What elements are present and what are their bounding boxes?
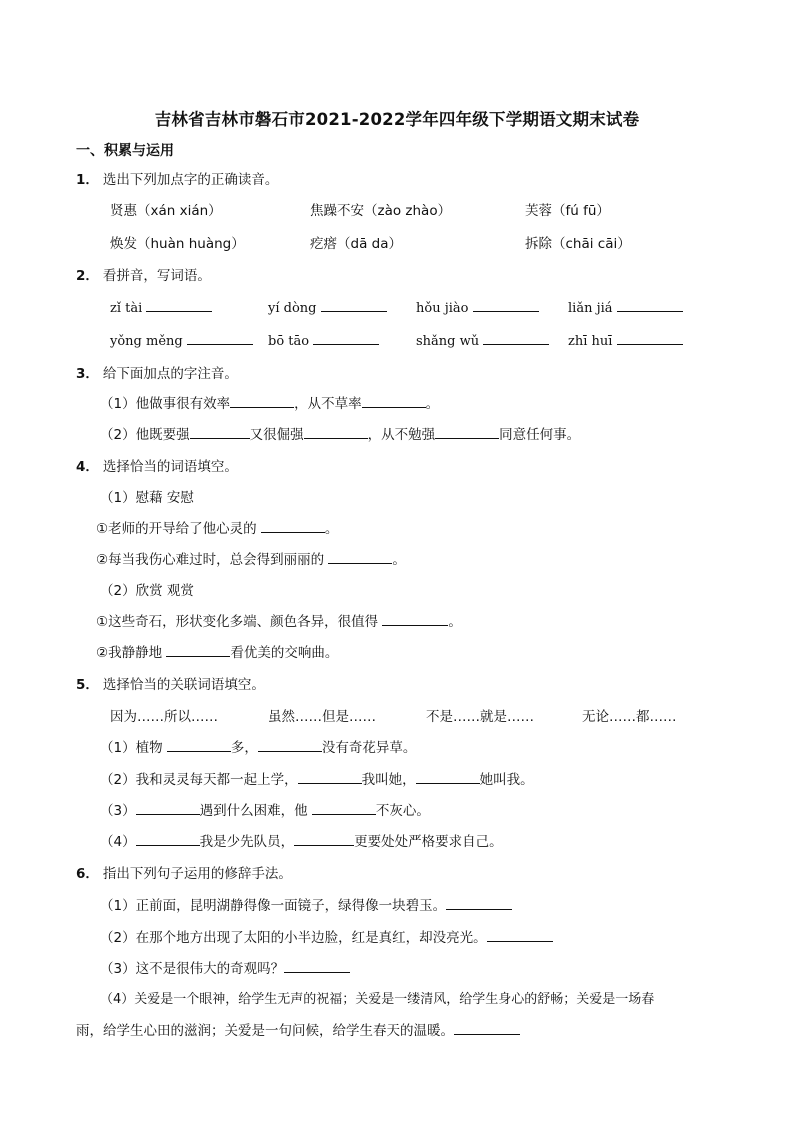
- question-6: [76, 862, 292, 882]
- question-5: [76, 673, 265, 693]
- answer-blank[interactable]: [382, 611, 448, 626]
- answer-blank[interactable]: [446, 895, 512, 910]
- conjunction-option: 不是……就是……: [426, 709, 534, 725]
- answer-blank[interactable]: [261, 518, 325, 533]
- pinyin-item: bō tāo: [268, 330, 379, 349]
- conjunction-option: 无论……都……: [582, 709, 677, 725]
- q4-group-1: （1）慰藉 安慰: [100, 490, 194, 506]
- answer-blank[interactable]: [167, 737, 231, 752]
- q5-line-1: （1）植物 多， 没有奇花异草。: [100, 736, 416, 756]
- question-number: 3．: [76, 366, 99, 382]
- pinyin-item: liǎn jiá: [568, 297, 683, 316]
- answer-blank[interactable]: [328, 549, 392, 564]
- q6-line-4b: 雨，给学生心田的滋润；关爱是一句问候，给学生春天的温暖。: [76, 1019, 520, 1039]
- q1-item: 贤惠（xán xián）: [110, 203, 222, 219]
- q5-line-3: （3） 遇到什么困难，他 不灰心。: [100, 799, 430, 819]
- answer-blank[interactable]: [294, 831, 354, 846]
- q6-line-3: （3）这不是很伟大的奇观吗？: [100, 957, 350, 977]
- q4-g2-item-1: ①这些奇石，形状变化多端、颜色各异，很值得 。: [96, 610, 462, 630]
- q1-item: 焦躁不安（zào zhào）: [310, 203, 452, 219]
- q5-line-4: （4） 我是少先队员， 更要处处严格要求自己。: [100, 830, 503, 850]
- q6-line-2: （2）在那个地方出现了太阳的小半边脸，红是真红，却没亮光。: [100, 926, 553, 946]
- question-number: 5．: [76, 677, 99, 693]
- answer-blank[interactable]: [617, 330, 683, 345]
- q3-line-2: （2）他既要强 又很倔强 ，从不勉强 同意任何事。: [100, 423, 580, 443]
- answer-blank[interactable]: [284, 958, 350, 973]
- answer-blank[interactable]: [187, 330, 253, 345]
- conjunction-option: 虽然……但是……: [268, 709, 376, 725]
- q1-item: 焕发（huàn huàng）: [110, 236, 245, 252]
- answer-blank[interactable]: [230, 393, 294, 408]
- conjunction-option: 因为……所以……: [110, 709, 218, 725]
- answer-blank[interactable]: [454, 1020, 520, 1035]
- answer-blank[interactable]: [166, 642, 230, 657]
- question-text: 给下面加点的字注音。: [102, 366, 238, 382]
- section-heading: 一、积累与运用: [76, 143, 174, 159]
- answer-blank[interactable]: [321, 297, 387, 312]
- answer-blank[interactable]: [435, 424, 499, 439]
- question-1: [76, 168, 278, 188]
- q1-item: 拆除（chāi cāi）: [525, 236, 631, 252]
- pinyin-item: yí dòng: [268, 297, 387, 316]
- question-number: 6．: [76, 866, 99, 882]
- q6-line-1: （1）正前面，昆明湖静得像一面镜子，绿得像一块碧玉。: [100, 894, 512, 914]
- question-3: [76, 362, 238, 382]
- question-number: 4．: [76, 459, 99, 475]
- q4-group-2: （2）欣赏 观赏: [100, 583, 194, 599]
- question-text: 看拼音，写词语。: [102, 268, 211, 284]
- pinyin-item: yǒng měng: [110, 330, 253, 349]
- question-2: [76, 264, 211, 284]
- q5-line-2: （2）我和灵灵每天都一起上学， 我叫她， 她叫我。: [100, 768, 534, 788]
- answer-blank[interactable]: [473, 297, 539, 312]
- answer-blank[interactable]: [136, 800, 200, 815]
- question-text: 选择恰当的关联词语填空。: [102, 677, 265, 693]
- question-text: 指出下列句子运用的修辞手法。: [102, 866, 292, 882]
- question-number: 2．: [76, 268, 99, 284]
- answer-blank[interactable]: [313, 330, 379, 345]
- answer-blank[interactable]: [617, 297, 683, 312]
- answer-blank[interactable]: [190, 424, 250, 439]
- answer-blank[interactable]: [136, 831, 200, 846]
- q6-line-4a: （4）关爱是一个眼神，给学生无声的祝福；关爱是一缕清风，给学生身心的舒畅；关爱是一场春: [100, 992, 655, 1007]
- q4-g1-item-2: ②每当我伤心难过时，总会得到丽丽的 。: [96, 548, 406, 568]
- pinyin-item: zǐ tài: [110, 297, 212, 316]
- answer-blank[interactable]: [312, 800, 376, 815]
- answer-blank[interactable]: [298, 769, 362, 784]
- pinyin-item: shǎng wǔ: [416, 330, 549, 349]
- q3-line-1: （1）他做事很有效率 ，从不草率 。: [100, 392, 439, 412]
- question-4: [76, 455, 238, 475]
- question-number: 1．: [76, 172, 99, 188]
- question-text: 选出下列加点字的正确读音。: [102, 172, 279, 188]
- answer-blank[interactable]: [416, 769, 480, 784]
- q1-item: 芙蓉（fú fū）: [525, 203, 610, 219]
- answer-blank[interactable]: [362, 393, 426, 408]
- answer-blank[interactable]: [483, 330, 549, 345]
- pinyin-item: zhī huī: [568, 330, 683, 349]
- answer-blank[interactable]: [304, 424, 368, 439]
- q1-item: 疙瘩（dā da）: [310, 236, 402, 252]
- answer-blank[interactable]: [258, 737, 322, 752]
- answer-blank[interactable]: [487, 927, 553, 942]
- pinyin-item: hǒu jiào: [416, 297, 539, 316]
- page-title: 吉林省吉林市磐石市2021-2022学年四年级下学期语文期末试卷: [154, 110, 640, 129]
- q4-g1-item-1: ①老师的开导给了他心灵的 。: [96, 517, 338, 537]
- q4-g2-item-2: ②我静静地 看优美的交响曲。: [96, 641, 338, 661]
- answer-blank[interactable]: [146, 297, 212, 312]
- question-text: 选择恰当的词语填空。: [102, 459, 238, 475]
